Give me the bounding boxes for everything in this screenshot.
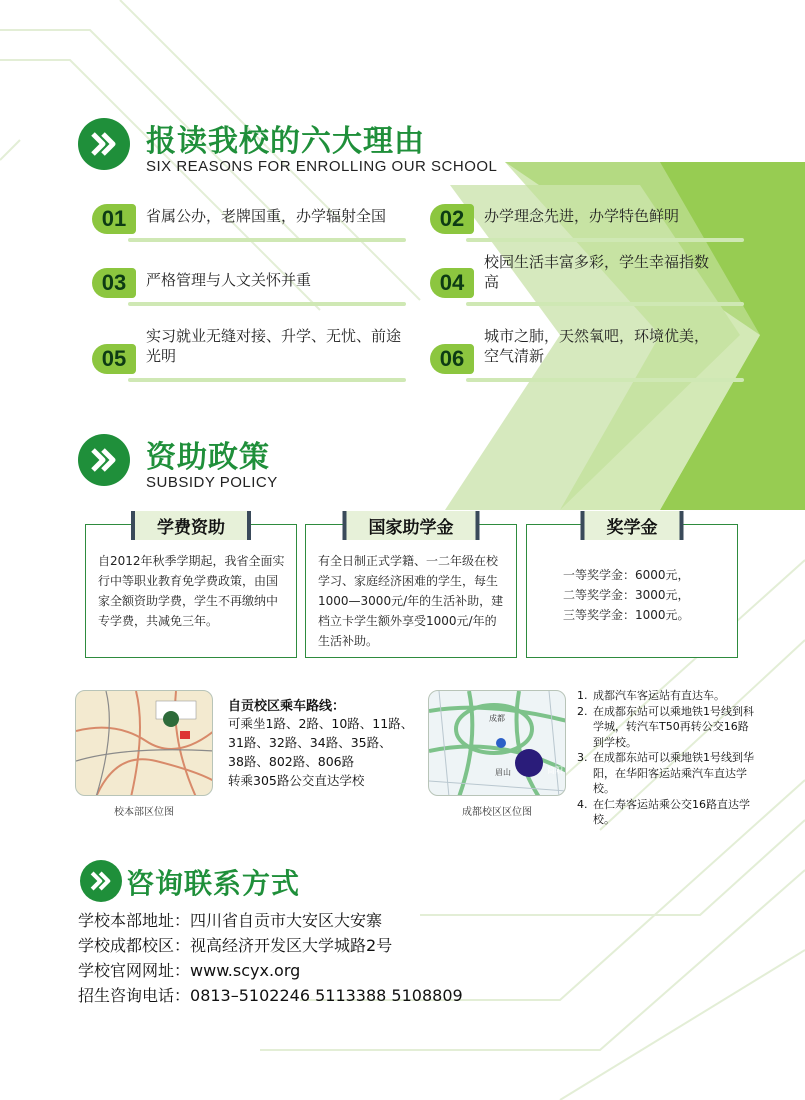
reason-underline (466, 378, 744, 382)
route-line: 38路、802路、806路 (228, 754, 355, 769)
reason-underline (128, 238, 406, 242)
policy-box-title: 国家助学金 (343, 511, 480, 540)
contact-label: 招生咨询电话： (78, 986, 191, 1005)
reason-text: 城市之肺，天然氧吧，环境优美，空气清新 (484, 327, 710, 365)
map-label-jianyang: 简阳 (547, 766, 563, 775)
scholarship-line: 三等奖学金：1000元。 (563, 608, 690, 622)
contact-value: 四川省自贡市大安区大安寨 (190, 911, 383, 930)
contact-row-address (78, 908, 463, 933)
list-text: 在仁寿客运站乘公交16路直达学校。 (593, 797, 750, 826)
policy-box-text: 自2012年秋季学期起，我省全面实行中等职业教育免学费政策，由国家全额资助学费，学生不再缴纳中专学费，共减免三年。 (98, 554, 285, 628)
zigong-map-caption: 校本部区位图 (114, 807, 174, 818)
contact-value: 视高经济开发区大学城路2号 (190, 936, 393, 955)
policy-box-grant (305, 518, 517, 658)
double-chevron-icon (78, 434, 130, 486)
reason-number: 04 (430, 268, 474, 298)
chengdu-map-caption: 成都校区区位图 (462, 807, 532, 818)
route-line: 31路、32路、34路、35路、 (228, 735, 392, 750)
policy-box-text (563, 565, 727, 625)
contact-row-website (78, 958, 463, 983)
map-label-chengdu: 成都 (489, 714, 505, 723)
chengdu-route-item (577, 688, 755, 704)
reason-number: 02 (430, 204, 474, 234)
reason-number: 05 (92, 344, 136, 374)
reason-underline (128, 302, 406, 306)
scholarship-line: 一等奖学金：6000元， (563, 568, 690, 582)
website-link[interactable]: www.scyx.org (190, 961, 301, 980)
zigong-route-text (228, 714, 413, 790)
chengdu-route-list (577, 688, 755, 828)
double-chevron-icon (80, 860, 122, 902)
contact-label: 学校本部地址： (78, 911, 191, 930)
route-line: 转乘305路公交直达学校 (228, 773, 365, 788)
reasons-subtitle: SIX REASONS FOR ENROLLING OUR SCHOOL (146, 158, 498, 175)
contact-row-phone (78, 983, 463, 1008)
contact-info (78, 908, 463, 1008)
reason-underline (466, 302, 744, 306)
list-text: 成都汽车客运站有直达车。 (593, 689, 725, 702)
list-text: 在成都东站可以乘地铁1号线到华阳，在华阳客运站乘汽车直达学校。 (593, 751, 754, 795)
reason-number: 06 (430, 344, 474, 374)
contact-value: 0813–5102246 5113388 5108809 (190, 986, 463, 1005)
list-number: 4. (577, 797, 588, 811)
subsidy-subtitle: SUBSIDY POLICY (146, 474, 278, 491)
list-text: 在成都东站可以乘地铁1号线到科学城，转汽车T50再转公交16路到学校。 (593, 704, 754, 749)
contact-label: 学校成都校区： (78, 936, 191, 955)
contact-row-chengdu (78, 933, 463, 958)
route-line: 可乘坐1路、2路、10路、11路、 (228, 716, 414, 731)
reason-text: 办学理念先进，办学特色鲜明 (484, 207, 680, 225)
reason-text: 省属公办，老牌国重，办学辐射全国 (146, 207, 387, 225)
zigong-route-title: 自贡校区乘车路线： (228, 699, 346, 714)
list-number: 2. (577, 704, 588, 718)
chengdu-route-item (577, 704, 755, 751)
reason-text: 严格管理与人文关怀并重 (146, 271, 312, 289)
reason-number: 03 (92, 268, 136, 298)
reason-text: 实习就业无缝对接、升学、无忧、前途光明 (146, 327, 402, 365)
policy-box-title: 奖学金 (581, 511, 684, 540)
double-chevron-icon (78, 118, 130, 170)
chengdu-campus-map (428, 690, 566, 796)
subsidy-title: 资助政策 (146, 440, 270, 475)
reasons-title: 报读我校的六大理由 (146, 124, 425, 159)
contact-title: 咨询联系方式 (126, 867, 301, 900)
zigong-campus-map (75, 690, 213, 796)
chengdu-route-item (577, 797, 755, 828)
reason-number: 01 (92, 204, 136, 234)
policy-box-text: 有全日制正式学籍、一二年级在校学习、家庭经济困难的学生，每生1000—3000元/年的生活补助，建档立卡学生额外享受1000元/年的生活补助。 (318, 554, 504, 648)
chengdu-route-item (577, 750, 755, 797)
scholarship-line: 二等奖学金：3000元， (563, 588, 690, 602)
contact-label: 学校官网网址： (78, 961, 191, 980)
list-number: 3. (577, 751, 588, 764)
policy-box-tuition (85, 518, 297, 658)
list-number: 1. (577, 689, 588, 702)
reason-text: 校园生活丰富多彩，学生幸福指数高 (484, 253, 710, 291)
reason-underline (466, 238, 744, 242)
policy-box-title: 学费资助 (131, 511, 251, 540)
map-label-meishan: 眉山 (495, 768, 511, 777)
policy-box-scholarship (526, 518, 738, 658)
reason-underline (128, 378, 406, 382)
